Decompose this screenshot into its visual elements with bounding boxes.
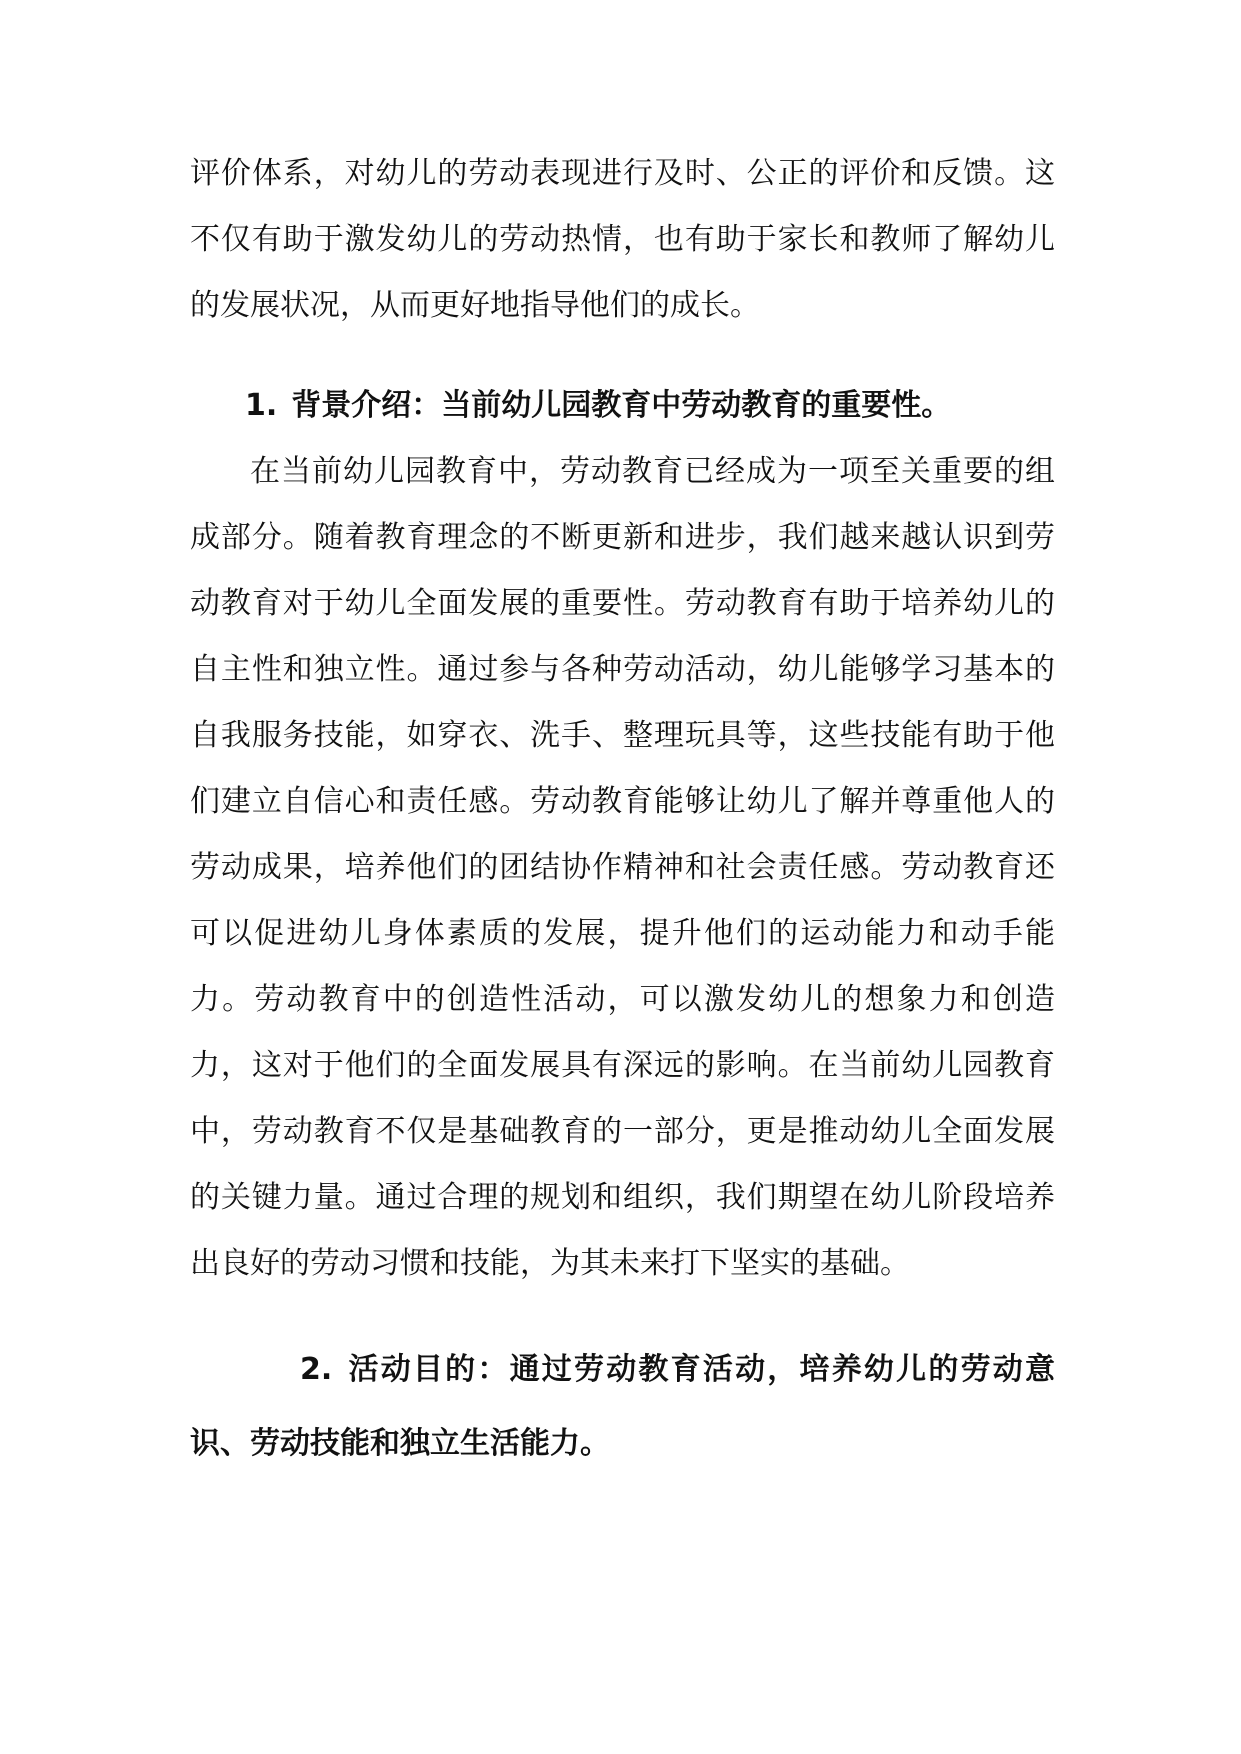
heading-number: 2. bbox=[300, 1352, 333, 1387]
section-heading-1 bbox=[190, 373, 1055, 439]
heading-number: 1. bbox=[245, 388, 278, 423]
heading-text: 背景介绍：当前幼儿园教育中劳动教育的重要性。 bbox=[291, 388, 952, 423]
paragraph-continuation: 评价体系，对幼儿的劳动表现进行及时、公正的评价和反馈。这不仅有助于激发幼儿的劳动热情，也有助于家长和教师了解幼儿的发展状况，从而更好地指导他们的成长。 bbox=[190, 156, 1055, 323]
spacer bbox=[190, 1297, 1055, 1333]
paragraph-background: 在当前幼儿园教育中，劳动教育已经成为一项至关重要的组成部分。随着教育理念的不断更新和进步，我们越来越认识到劳动教育对于幼儿全面发展的重要性。劳动教育有助于培养幼儿的自主性和独立性。通过参与各种劳动活动，幼儿能够学习基本的自我服务技能，如穿衣、洗手、整理玩具等，这些技能有助于他们建立自信心和责任感。劳动教育能够让幼儿了解并尊重他人的劳动成果，培养他们的团结协作精神和社会责任感。劳动教育还可以促进幼儿身体素质的发展，提升他们的运动能力和动手能力。劳动教育中的创造性活动，可以激发幼儿的想象力和创造力，这对于他们的全面发展具有深远的影响。在当前幼儿园教育中，劳动教育不仅是基础教育的一部分，更是推动幼儿全面发展的关键力量。通过合理的规划和组织，我们期望在幼儿阶段培养出良好的劳动习惯和技能，为其未来打下坚实的基础。 bbox=[190, 454, 1055, 1281]
document-body bbox=[190, 141, 1055, 1481]
heading-text: 活动目的：通过劳动教育活动，培养幼儿的劳动意识、劳动技能和独立生活能力。 bbox=[190, 1352, 1055, 1461]
section-heading-2 bbox=[190, 1333, 1055, 1481]
spacer bbox=[190, 339, 1055, 373]
